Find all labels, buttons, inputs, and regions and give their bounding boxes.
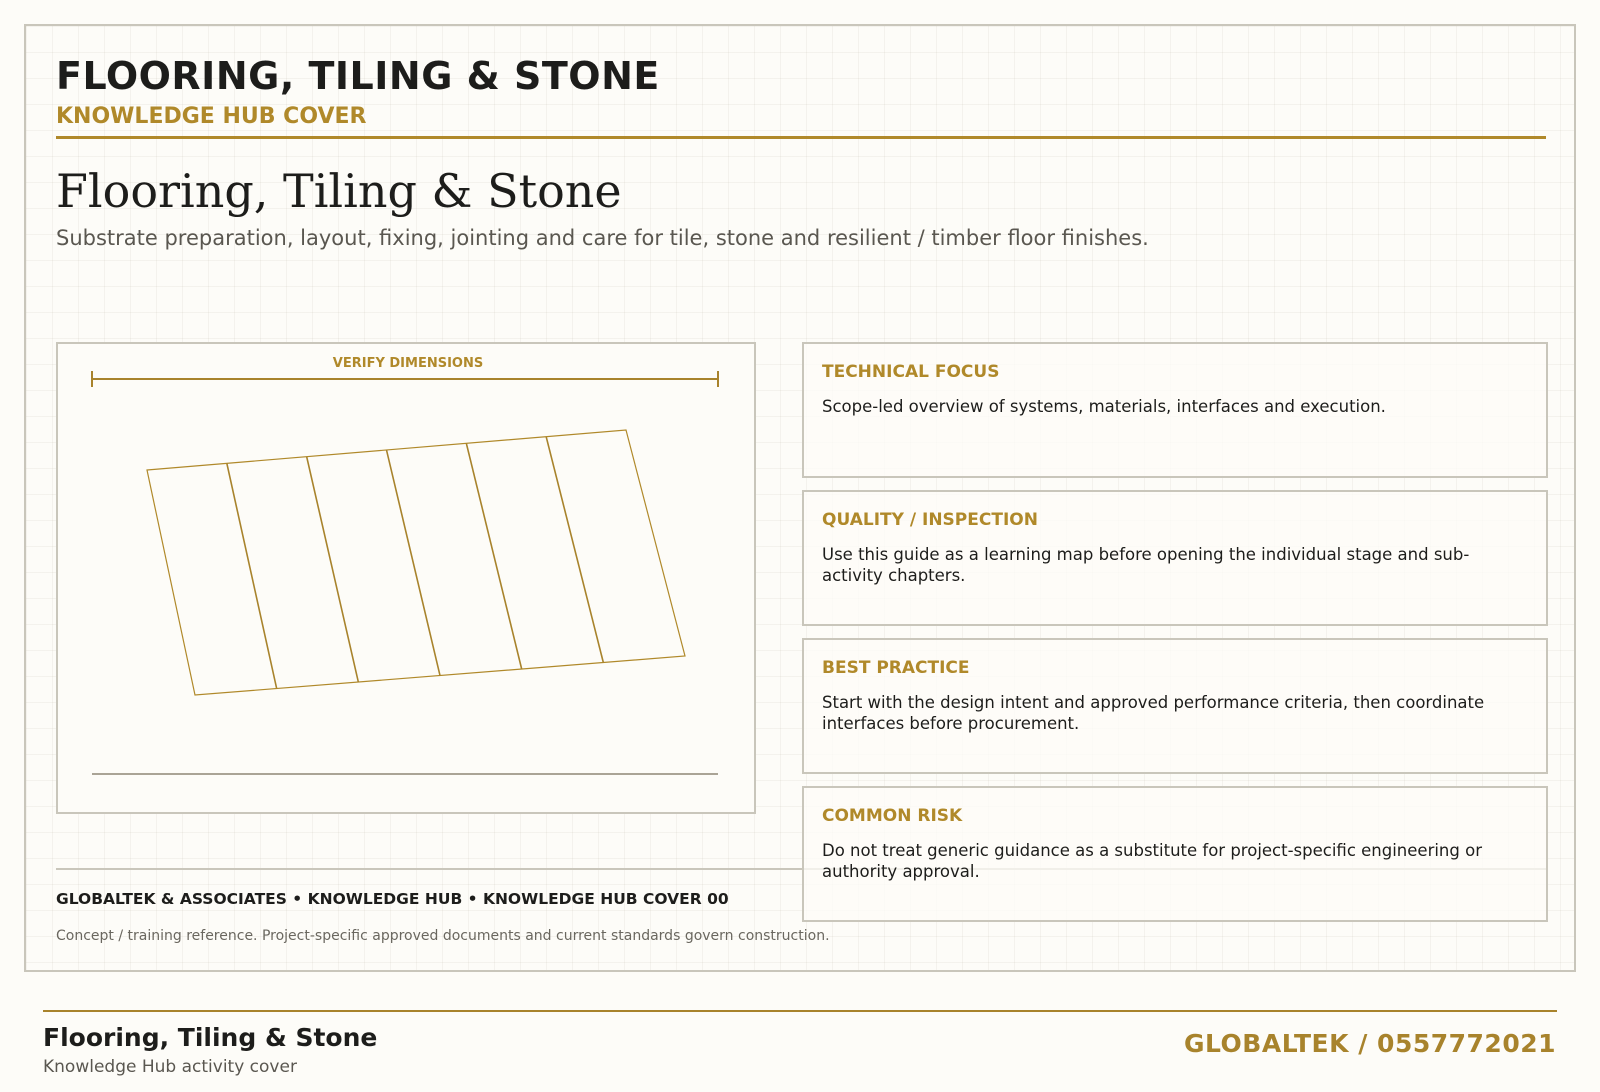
plank-joint: [307, 457, 359, 682]
plank-joint: [466, 443, 521, 669]
card-title: COMMON RISK: [822, 806, 963, 826]
header-subtitle: KNOWLEDGE HUB COVER: [56, 104, 367, 129]
main-description: Substrate preparation, layout, fixing, jointing and care for tile, stone and resilient / timber floor finishes.: [56, 226, 1149, 250]
footer-org-line: GLOBALTEK & ASSOCIATES • KNOWLEDGE HUB • KNOWLEDGE HUB COVER 00: [56, 890, 729, 908]
floor-diagram: [56, 342, 756, 814]
plank-layout-illustration: [58, 344, 758, 816]
card-body: Do not treat generic guidance as a substitute for project-specific engineering or authority approval.: [822, 841, 1482, 881]
card-quality-inspection: [802, 490, 1548, 626]
plank-group: [147, 430, 685, 695]
header-divider: [56, 136, 1546, 139]
card-best-practice: [802, 638, 1548, 774]
page-footer-subtitle: Knowledge Hub activity cover: [43, 1057, 297, 1077]
card-body: Start with the design intent and approved performance criteria, then coordinate interfaces before procurement.: [822, 693, 1485, 733]
card-body: Scope-led overview of systems, materials, interfaces and execution.: [822, 397, 1386, 416]
page-footer-title: Flooring, Tiling & Stone: [43, 1023, 378, 1052]
card-technical-focus: [802, 342, 1548, 478]
header-title: FLOORING, TILING & STONE: [56, 54, 660, 98]
card-title: TECHNICAL FOCUS: [822, 362, 1000, 382]
plank-joint: [546, 437, 603, 663]
card-body: Use this guide as a learning map before opening the individual stage and sub-activity chapters.: [822, 545, 1470, 585]
dimension-line: [92, 371, 718, 387]
main-title: Flooring, Tiling & Stone: [56, 164, 622, 218]
footer-note: Concept / training reference. Project-specific approved documents and current standards govern construction.: [56, 928, 830, 944]
cover-sheet: [24, 24, 1576, 972]
page-footer-divider: [43, 1010, 1557, 1012]
card-common-risk: [802, 786, 1548, 922]
card-title: BEST PRACTICE: [822, 658, 970, 678]
plank-joint: [387, 450, 441, 676]
dimension-label: VERIFY DIMENSIONS: [332, 356, 484, 371]
plank-joint: [227, 463, 277, 688]
page-footer-contact: GLOBALTEK / 0557772021: [1184, 1029, 1556, 1058]
card-title: QUALITY / INSPECTION: [822, 510, 1038, 530]
